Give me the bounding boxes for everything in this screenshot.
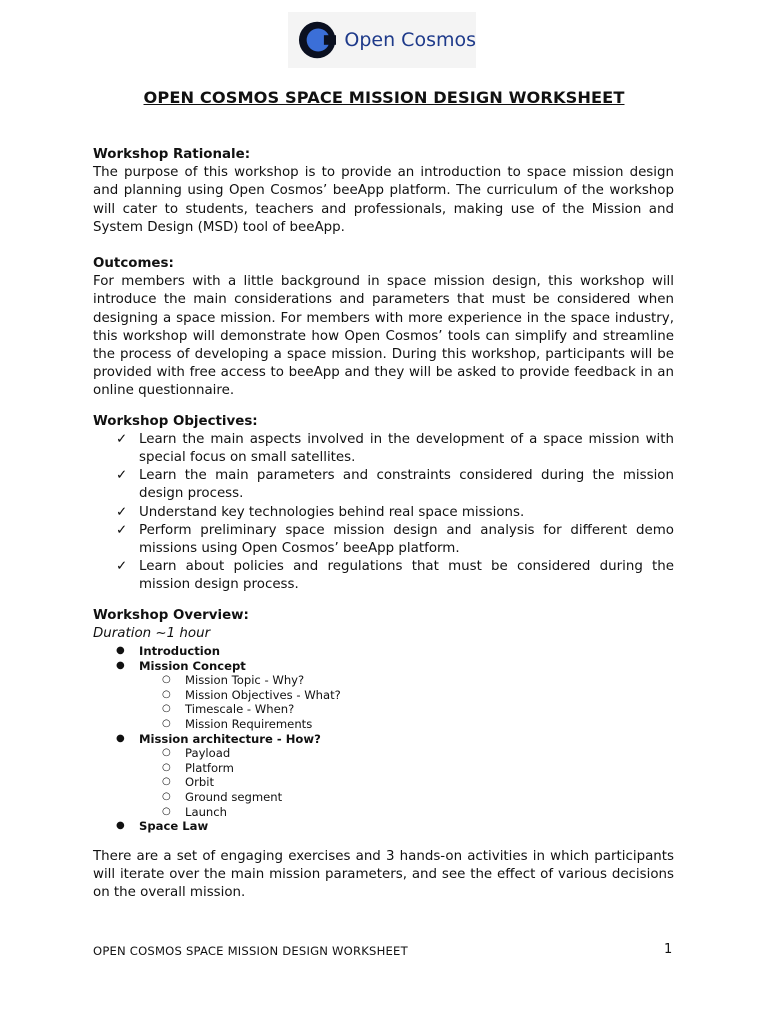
list-item [93,644,674,659]
rationale-heading: Workshop Rationale: [93,147,251,162]
list-item [93,732,674,820]
sub-list-item [139,761,674,776]
sub-list-item [139,702,674,717]
sub-list-item [139,746,674,761]
check-icon: ✓ [116,559,128,575]
circle-bullet-icon: ○ [162,791,171,803]
check-icon: ✓ [116,431,128,447]
objective-text: Perform preliminary space mission design and analysis for different demo missions using Open Cosmos’ beeApp platform. [139,522,674,557]
open-cosmos-logo-icon [298,20,336,60]
document-title: OPEN COSMOS SPACE MISSION DESIGN WORKSHEET [143,88,625,107]
list-item [93,819,674,834]
objective-text: Learn about policies and regulations that must be considered during the mission design process. [139,559,674,593]
document-body [93,146,674,902]
overview-list [93,644,674,834]
rationale-text: The purpose of this workshop is to provide an introduction to space mission design and planning using Open Cosmos’ beeApp platform. The curriculum of the workshop will cater to students, teachers and professionals, making use of the Mission and System Design (MSD) tool of beeApp. [93,165,674,235]
sub-item-label: Platform [185,760,234,775]
circle-bullet-icon: ○ [162,776,171,788]
objective-text: Learn the main aspects involved in the development of a space mission with special focus on small satellites. [139,431,674,466]
circle-bullet-icon: ○ [162,761,171,773]
open-cosmos-logo [288,12,476,68]
sub-list [139,673,674,731]
sub-list [139,746,674,819]
circle-bullet-icon: ○ [162,747,171,759]
sub-list-item [139,775,674,790]
bullet-icon: ● [116,732,125,744]
duration-text: Duration ~1 hour [93,625,211,641]
overview-item-label: Introduction [139,644,220,659]
sub-item-label: Timescale - When? [185,702,295,717]
list-item [93,558,674,594]
sub-item-label: Orbit [185,775,215,790]
logo-text: Open Cosmos [344,29,476,51]
bullet-icon: ● [116,659,125,671]
bullet-icon: ● [116,645,125,657]
list-item [93,467,674,503]
sub-item-label: Mission Topic - Why? [185,673,305,688]
check-icon: ✓ [116,522,128,538]
sub-item-label: Ground segment [185,790,283,805]
circle-bullet-icon: ○ [162,688,171,700]
sub-list-item [139,673,674,688]
sub-list-item [139,805,674,820]
circle-bullet-icon: ○ [162,703,171,715]
sub-list-item [139,790,674,805]
overview-item-label: Space Law [139,819,209,834]
check-icon: ✓ [116,468,128,484]
circle-bullet-icon: ○ [162,805,171,817]
sub-list-item [139,717,674,732]
sub-item-label: Mission Objectives - What? [185,687,341,702]
sub-item-label: Mission Requirements [185,717,313,732]
objective-text: Learn the main parameters and constraints considered during the mission design process. [139,468,674,502]
list-item [93,431,674,467]
objectives-list [93,431,674,595]
overview-item-label: Mission architecture - How? [139,731,321,746]
sub-list-item [139,688,674,703]
outcomes-text: For members with a little background in space mission design, this workshop will introduce the main considerations and parameters that must be considered when designing a space mission. For members with more experience in the space industry, this workshop will demonstrate how Open Cosmos’ tools can simplify and streamline the process of developing a space mission. During this workshop, participants will be provided with free access to beeApp and they will be asked to provide feedback in an online questionnaire. [93,274,674,399]
circle-bullet-icon: ○ [162,674,171,686]
list-item [93,522,674,558]
page-number: 1 [664,942,673,957]
circle-bullet-icon: ○ [162,718,171,730]
objectives-heading: Workshop Objectives: [93,413,258,429]
overview-heading: Workshop Overview: [93,607,249,623]
bullet-icon: ● [116,820,125,832]
check-icon: ✓ [116,504,128,520]
sub-item-label: Payload [185,746,231,761]
sub-item-label: Launch [185,804,227,819]
list-item [93,504,674,522]
closing-text: There are a set of engaging exercises and 3 hands-on activities in which participants will iterate over the main mission parameters, and see the effect of various decisions on the overall mission. [93,848,674,901]
list-item [93,659,674,732]
outcomes-heading: Outcomes: [93,256,174,272]
footer-title: OPEN COSMOS SPACE MISSION DESIGN WORKSHEET [93,944,408,958]
overview-item-label: Mission Concept [139,658,246,673]
objective-text: Understand key technologies behind real space missions. [139,504,525,520]
